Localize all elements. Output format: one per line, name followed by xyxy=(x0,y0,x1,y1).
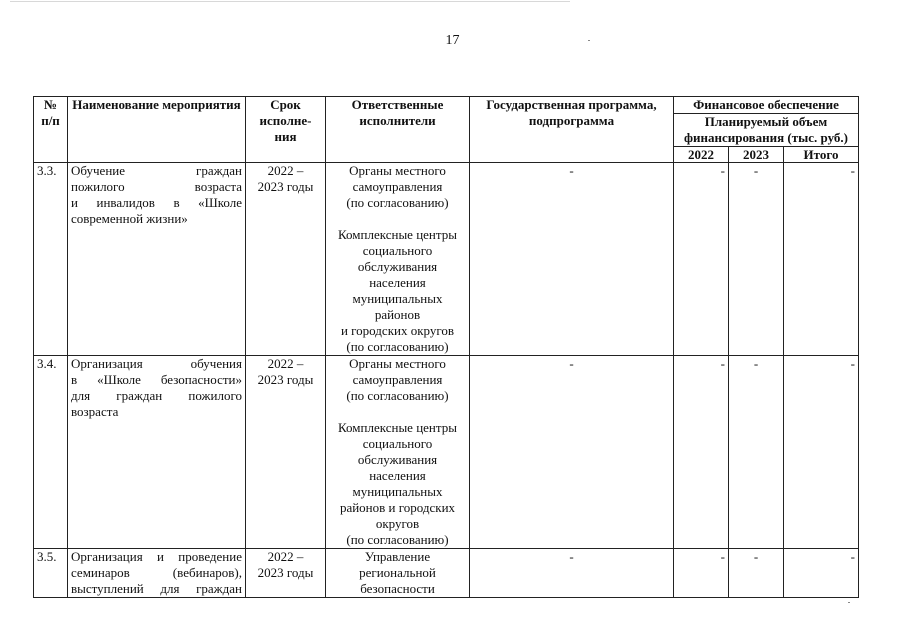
responsible-line: районов и городских xyxy=(339,500,456,515)
responsible-line: Комплексные центры xyxy=(338,227,457,242)
funding-total: - xyxy=(784,163,859,356)
funding-total: - xyxy=(784,356,859,549)
measure-name-line: Организация обучения xyxy=(71,356,242,371)
measure-name-line: и инвалидов в «Школе xyxy=(71,195,242,210)
term-line: 2023 годы xyxy=(257,565,314,580)
funding-2023: - xyxy=(729,163,784,356)
table-row xyxy=(34,163,859,356)
responsible-line: населения xyxy=(369,275,426,290)
term xyxy=(246,549,326,598)
responsible-line: (по согласованию) xyxy=(346,532,449,547)
responsible-line: Органы местного xyxy=(349,163,446,178)
table-row xyxy=(34,356,859,549)
measure-name xyxy=(68,163,246,356)
measure-name-line: семинаров (вебинаров), xyxy=(71,565,242,580)
page-number: 17 xyxy=(445,33,460,48)
responsible-line: муниципальных xyxy=(352,484,443,499)
row-number: 3.4. xyxy=(34,356,68,549)
measure-name xyxy=(68,549,246,598)
term xyxy=(246,163,326,356)
scan-speck xyxy=(848,602,850,603)
measure-name-line: современной жизни» xyxy=(71,211,188,226)
measure-name-line: Обучение граждан xyxy=(71,163,242,178)
header-name: Наименование мероприятия xyxy=(68,97,246,163)
responsible-line: социального xyxy=(362,436,433,451)
responsible-line: безопасности xyxy=(360,581,435,596)
responsible-line: Комплексные центры xyxy=(338,420,457,435)
program: - xyxy=(470,549,674,598)
funding-2022: - xyxy=(674,356,729,549)
term xyxy=(246,356,326,549)
responsible-line: (по согласованию) xyxy=(346,195,449,210)
header-2022: 2022 xyxy=(674,147,729,163)
responsible-line: региональной xyxy=(359,565,436,580)
responsible-line: (по согласованию) xyxy=(346,388,449,403)
header-program: Государственная программа, подпрограмма xyxy=(470,97,674,163)
responsible-line: обслуживания xyxy=(357,259,438,274)
measure-name xyxy=(68,356,246,549)
scan-edge-line xyxy=(10,1,570,2)
responsible xyxy=(326,549,470,598)
responsible-line: обслуживания xyxy=(357,452,438,467)
header-responsible: Ответственные исполнители xyxy=(326,97,470,163)
responsible-line: Управление xyxy=(364,549,431,564)
responsible-line: самоуправления xyxy=(352,179,443,194)
term-line: 2023 годы xyxy=(257,372,314,387)
header-num: № п/п xyxy=(34,97,68,163)
header-row-1 xyxy=(34,97,859,114)
responsible-line: социального xyxy=(362,243,433,258)
responsible xyxy=(326,356,470,549)
term-line: 2022 – xyxy=(267,163,304,178)
row-number: 3.3. xyxy=(34,163,68,356)
responsible-line: округов xyxy=(375,516,420,531)
measure-name-line: для граждан пожилого xyxy=(71,388,242,403)
header-term: Срок исполне-ния xyxy=(246,97,326,163)
header-2023: 2023 xyxy=(729,147,784,163)
measure-name-line: пожилого возраста xyxy=(71,179,242,194)
responsible-line: муниципальных xyxy=(352,291,443,306)
responsible xyxy=(326,163,470,356)
header-finance: Финансовое обеспечение xyxy=(674,97,859,114)
measure-name-line: выступлений для граждан xyxy=(71,581,242,596)
program: - xyxy=(470,356,674,549)
header-total: Итого xyxy=(784,147,859,163)
header-planned: Планируемый объем финансирования (тыс. руб.) xyxy=(674,114,859,147)
funding-total: - xyxy=(784,549,859,598)
responsible-line: (по согласованию) xyxy=(346,339,449,354)
measure-name-line: возраста xyxy=(71,404,119,419)
responsible-line: самоуправления xyxy=(352,372,443,387)
responsible-line: и городских округов xyxy=(340,323,455,338)
measure-name-line: в «Школе безопасности» xyxy=(71,372,242,387)
funding-2023: - xyxy=(729,356,784,549)
responsible-line: районов xyxy=(374,307,421,322)
funding-2023: - xyxy=(729,549,784,598)
funding-2022: - xyxy=(674,163,729,356)
term-line: 2022 – xyxy=(267,549,304,564)
funding-2022: - xyxy=(674,549,729,598)
measure-name-line: Организация и проведение xyxy=(71,549,242,564)
row-number: 3.5. xyxy=(34,549,68,598)
term-line: 2023 годы xyxy=(257,179,314,194)
measures-table xyxy=(33,96,859,598)
term-line: 2022 – xyxy=(267,356,304,371)
table-row xyxy=(34,549,859,598)
responsible-line: населения xyxy=(369,468,426,483)
program: - xyxy=(470,163,674,356)
responsible-line: Органы местного xyxy=(349,356,446,371)
